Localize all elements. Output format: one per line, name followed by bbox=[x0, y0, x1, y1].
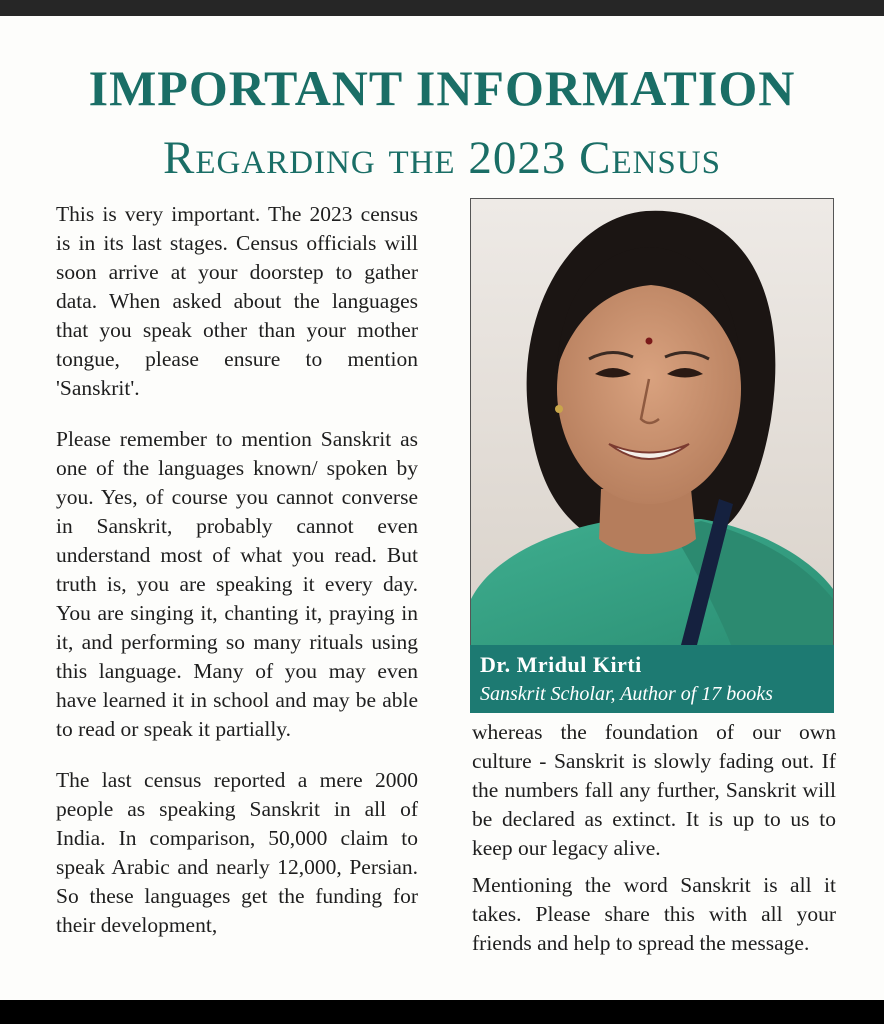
article-right-column bbox=[472, 718, 836, 980]
article-paragraph-1: This is very important. The 2023 census is in its last stages. Census officials will soon arrive at your doorstep to gather data. When asked about the languages that you speak other than your mother tongue, please ensure to mention 'Sanskrit'. bbox=[56, 202, 418, 400]
article-paragraph-5: Mentioning the word Sanskrit is all it takes. Please share this with all your friends and help to spread the message. bbox=[472, 873, 836, 955]
article-left-column bbox=[56, 200, 418, 962]
headline: IMPORTANT INFORMATION bbox=[88, 60, 796, 116]
subheadline: Regarding the 2023 Census bbox=[163, 132, 721, 184]
top-frame-bar bbox=[0, 0, 884, 16]
portrait-photo bbox=[470, 198, 834, 646]
photo-caption bbox=[470, 645, 834, 713]
caption-name: Dr. Mridul Kirti bbox=[480, 652, 642, 677]
article-paragraph-4: whereas the foundation of our own culture - Sanskrit is slowly fading out. If the numbers fall any further, Sanskrit will be declared as extinct. It is up to us to keep our legacy alive. bbox=[472, 720, 836, 860]
article-paragraph-3: The last census reported a mere 2000 people as speaking Sanskrit in all of India. In comparison, 50,000 claim to speak Arabic and nearly 12,000, Persian. So these languages get the funding for their development, bbox=[56, 768, 418, 937]
caption-role: Sanskrit Scholar, Author of 17 books bbox=[480, 683, 773, 705]
article-paragraph-2: Please remember to mention Sanskrit as one of the languages known/ spoken by you. Yes, of course you cannot converse in Sanskrit, probably cannot even understand most of what you read. But truth is, you are speaking it every day. You are singing it, chanting it, praying in it, and performing so many rituals using this language. Many of you may even have learned it in school and may be able to read or speak it partially. bbox=[56, 427, 418, 741]
portrait-illustration bbox=[471, 199, 833, 645]
bottom-frame-bar bbox=[0, 1000, 884, 1024]
